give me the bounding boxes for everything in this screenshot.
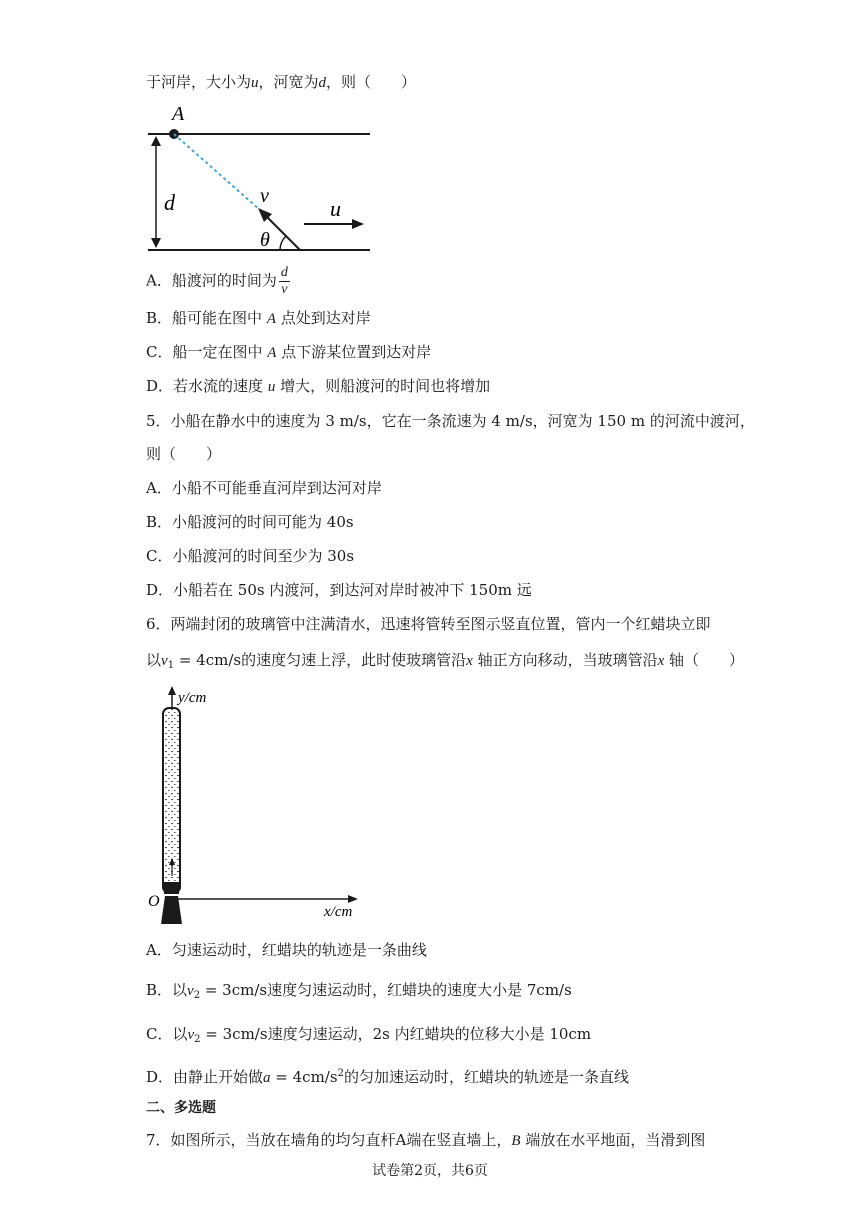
superscript: 2 [337,1068,344,1079]
var-b: B [511,1133,521,1149]
q4-option-b[interactable] [146,308,371,329]
stem-text: 端在竖直墙上， [406,1131,512,1149]
equation-value: = 4cm/s [174,651,242,669]
q5-option-c[interactable]: C．小船渡河的时间至少为 30s [146,547,355,565]
option-text: D．若水流的速度 [146,377,264,395]
x-axis-arrowhead [348,895,358,903]
glass-tube-figure [140,684,380,934]
option-text: C．以 [146,1025,188,1043]
question-4-stem-tail [146,72,416,93]
fraction-denominator: v [281,282,288,297]
stem-text: 轴（ ） [669,651,745,669]
q5-stem-line2: 则（ ） [146,445,222,463]
q5-option-a[interactable]: A．小船不可能垂直河岸到达河对岸 [146,479,382,497]
var-a: a [263,1070,271,1086]
subscript: 2 [193,990,201,1001]
stem-text: 于河岸，大小为 [146,73,252,91]
label-theta: θ [260,229,270,251]
var-x: x [657,653,665,669]
q4-option-c[interactable] [146,342,431,363]
q6-option-a[interactable]: A．匀速运动时，红蜡块的轨迹是一条曲线 [146,941,427,959]
label-a: A [172,103,185,125]
stem-text: 端放在水平地面，当滑到图 [525,1131,706,1149]
path-dashed-line [174,134,260,210]
q6-option-b[interactable] [146,980,572,1006]
var-v: v [161,653,168,669]
red-wax-block [164,882,179,894]
option-text: 的匀加速运动时，红蜡块的轨迹是一条直线 [343,1068,629,1086]
stem-text: ，河宽为 [258,73,319,91]
angle-arc [280,236,286,250]
width-arrow-head-bottom [151,238,161,248]
label-v: v [260,185,269,207]
origin-label: O [148,893,160,910]
subscript: 2 [194,1034,201,1045]
var-a: A [395,1131,407,1149]
page-footer: 试卷第2页，共6页 [372,1163,488,1179]
option-text: 点处到达对岸 [280,309,371,327]
subscript: 1 [167,660,175,671]
fraction-numerator: d [280,265,288,280]
width-arrow-head-top [151,136,161,146]
var-a: A [266,311,276,327]
option-text: C．船一定在图中 [146,343,263,361]
q5-stem-line1: 5．小船在静水中的速度为 3 m/s，它在一条流速为 4 m/s，河宽为 150 m 的河流中渡河， [146,412,755,430]
label-d: d [164,190,175,215]
stem-text: 轴正方向移动，当玻璃管沿 [477,651,658,669]
q6-stem-line2 [146,650,744,676]
var-u: u [267,379,276,395]
option-text: 增大，则船渡河的时间也将增加 [280,377,491,395]
y-axis-label: y/cm [178,690,207,706]
equation-value: = 4cm/s [270,1068,338,1086]
option-text: 点下游某位置到达对岸 [281,343,432,361]
q4-option-a[interactable] [146,265,290,298]
stem-text: 的速度匀速上浮，此时使玻璃管沿 [241,651,467,669]
stem-text: ，则（ ） [326,73,417,91]
label-u: u [330,196,341,221]
var-x: x [466,653,473,669]
q5-option-b[interactable]: B．小船渡河的时间可能为 40s [146,513,354,531]
q4-option-d[interactable] [146,376,490,397]
var-v: v [187,983,194,999]
tube-stopper [161,896,182,924]
q6-stem-line1: 6．两端封闭的玻璃管中注满清水，迅速将管转至图示竖直位置，管内一个红蜡块立即 [146,615,711,633]
y-axis-arrowhead [168,686,176,695]
x-axis-label: x/cm [324,904,353,920]
q6-option-d[interactable] [146,1064,629,1088]
q7-stem [146,1130,705,1151]
equation-value: = 3cm/s [200,1025,268,1043]
river-crossing-figure [140,100,380,260]
var-d: d [318,75,327,91]
option-text: B．船可能在图中 [146,309,263,327]
stem-text: 以 [146,651,162,669]
q6-option-c[interactable] [146,1024,591,1050]
option-text: B．以 [146,981,188,999]
section-heading: 二、多选题 [146,1100,216,1116]
option-text: A．船渡河的时间为 [146,271,277,290]
option-text: 速度匀速运动时，红蜡块的速度大小是 7cm/s [267,981,572,999]
current-u-arrowhead [352,219,364,229]
fraction-d-over-v [279,265,290,298]
q5-option-d[interactable]: D．小船若在 50s 内渡河，到达河对岸时被冲下 150m 远 [146,581,532,599]
option-text: 速度匀速运动，2s 内红蜡块的位移大小是 10cm [267,1025,592,1043]
var-a: A [267,345,277,361]
stem-text: 7．如图所示，当放在墙角的均匀直杆 [146,1131,396,1149]
var-u: u [251,75,259,91]
equation-value: = 3cm/s [200,981,268,999]
option-text: D．由静止开始做 [146,1068,264,1086]
var-v: v [187,1027,195,1043]
